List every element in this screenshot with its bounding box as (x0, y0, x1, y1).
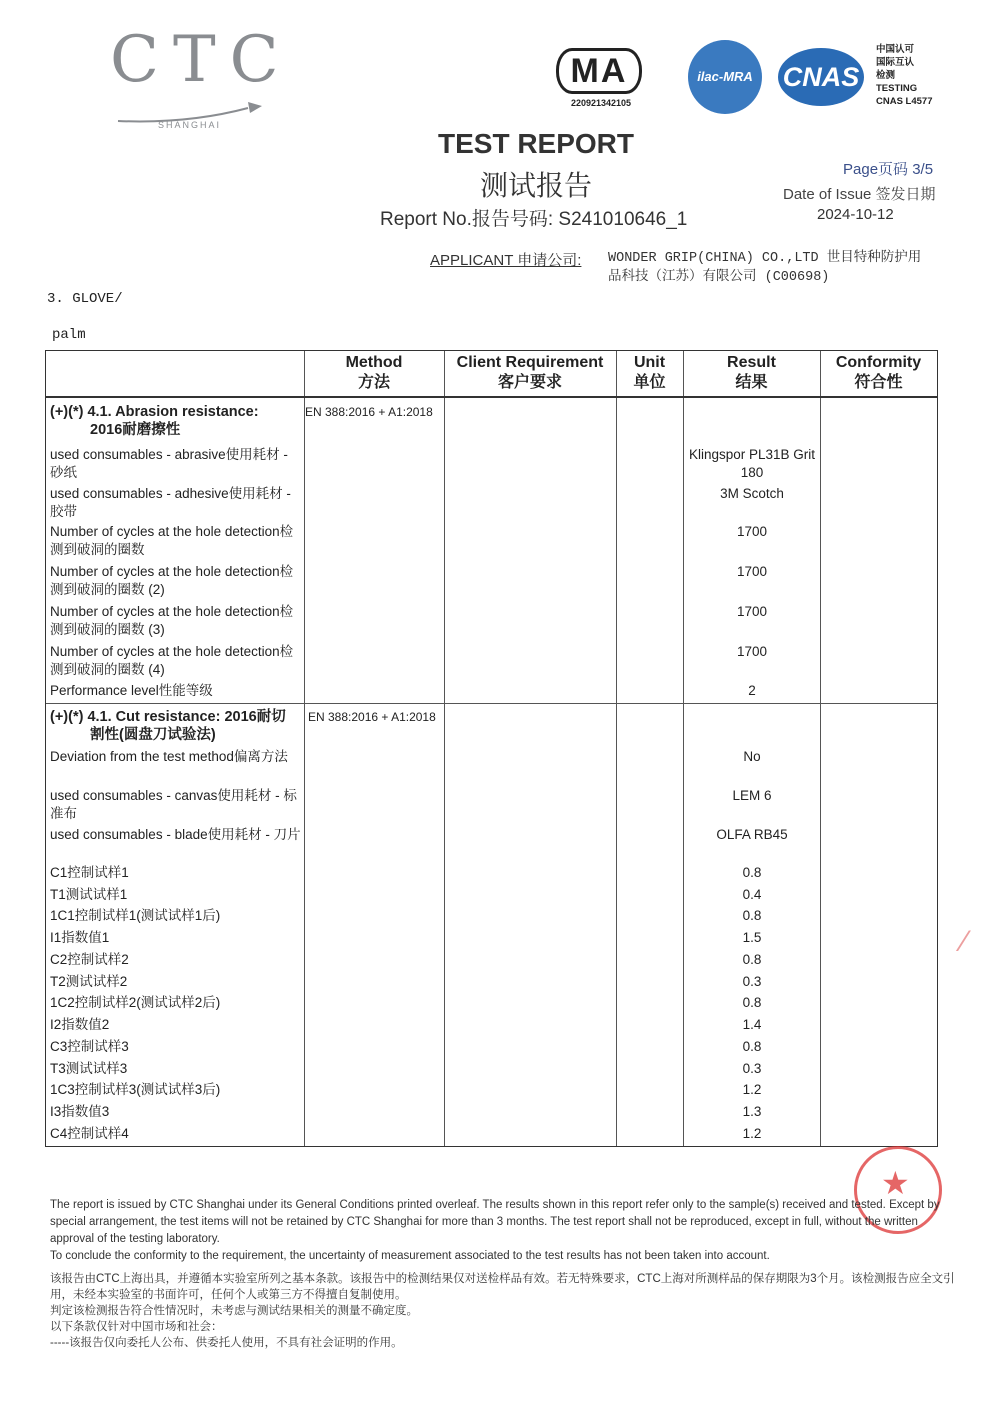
table-row-result: OLFA RB45 (716, 827, 788, 842)
cnas-info-line: 中国认可 (876, 44, 915, 55)
footer-line: 以下条款仅针对中国市场和社会： (50, 1321, 223, 1333)
page-number: Page页码 3/5 (843, 161, 934, 178)
abrasion-title-line: 2016耐磨擦性 (90, 422, 181, 438)
table-row-result: 0.3 (742, 1061, 762, 1076)
table-row-result: 1.2 (742, 1082, 762, 1097)
table-row-result: 0.8 (742, 952, 762, 967)
table-divider (304, 351, 305, 1146)
table-row-label: Performance level性能等级 (50, 683, 213, 698)
header-text: 单位 (633, 374, 666, 391)
cma-logo (556, 48, 646, 116)
header-conformity (820, 353, 937, 393)
table-row-label: 1C3控制试样3(测试试样3后) (50, 1082, 221, 1097)
table-row-label: Deviation from the test method偏离方法 (50, 749, 288, 764)
table-row-label: used consumables - canvas使用耗材 - 标准布 (50, 788, 297, 821)
table-divider (820, 351, 821, 1146)
header-text: Client Requirement (456, 354, 604, 371)
abrasion-method: EN 388:2016 + A1:2018 (305, 405, 433, 419)
footer-line: 该报告由CTC上海出具，并遵循本实验室所列之基本条款。该报告中的检测结果仅对送检样品有效。若无特殊要求，CTC上海对所测样品的保存期限为3个月。该检测报告应全文引用，未经本实验室的书面许可，任何个人或第三方不得擅自复制使用。 (50, 1273, 955, 1301)
table-row-result: 1.3 (742, 1104, 762, 1119)
header-text: Conformity (835, 354, 922, 371)
table-row-result: 1.5 (742, 930, 762, 945)
header-text: 客户要求 (497, 374, 562, 391)
table-row-result: 1.2 (742, 1126, 762, 1141)
cut-title-line: 割性(圆盘刀试验法) (90, 727, 216, 743)
table-row-result: 2 (748, 683, 756, 698)
table-row-result: 1.4 (742, 1017, 762, 1032)
footer-line: The report is issued by CTC Shanghai under its General Conditions printed overleaf. The results shown in this report refer only to the sample(s) received and tested. Except by special arrangement, the test items will not be retained by CTC Shanghai for more than 3 months. The test report shall not be reproduced, except in full, without the written approval of the testing laboratory. (50, 1199, 940, 1245)
cnas-info-line: 检测 (876, 70, 896, 81)
results-table (45, 350, 938, 1147)
report-number: Report No.报告号码: S241010646_1 (380, 209, 688, 230)
report-title-cn: 测试报告 (479, 170, 592, 201)
header-result (683, 353, 820, 393)
table-row-label: I3指数值3 (50, 1104, 110, 1119)
table-row-result: 1700 (736, 524, 768, 539)
issue-date: 2024-10-12 (817, 206, 894, 223)
cma-number: 220921342105 (570, 98, 632, 108)
table-row-label: used consumables - abrasive使用耗材 - 砂纸 (50, 447, 288, 480)
cut-title-line: (+)(*) 4.1. Cut resistance: 2016耐切 (50, 709, 286, 725)
table-row-label: C3控制试样3 (50, 1039, 129, 1054)
cut-method: EN 388:2016 + A1:2018 (308, 710, 436, 724)
footer-disclaimer-en (50, 1197, 955, 1265)
header-text: Method (345, 354, 403, 371)
table-row-result: No (743, 749, 761, 764)
subsection-heading: palm (52, 327, 86, 343)
table-row-result: 1700 (736, 644, 768, 659)
footer-line: -----该报告仅向委托人公布、供委托人使用，不具有社会证明的作用。 (50, 1337, 403, 1349)
table-row-label: Number of cycles at the hole detection检测到破洞的圈数 (2) (50, 564, 294, 597)
cnas-info-line: CNAS L4577 (876, 96, 933, 107)
issue-date-label: Date of Issue 签发日期 (783, 186, 936, 203)
table-row-result: Klingspor PL31B Grit 180 (688, 447, 816, 480)
table-row-label: 1C2控制试样2(测试试样2后) (50, 995, 221, 1010)
header-unit (616, 353, 683, 393)
table-row-result: 0.8 (742, 865, 762, 880)
abrasion-title-line: (+)(*) 4.1. Abrasion resistance: (50, 404, 259, 420)
header-client-requirement (444, 353, 616, 393)
table-row-result: 0.4 (742, 887, 762, 902)
seal-mark-icon: ⁄ (962, 925, 968, 958)
header-text: 符合性 (854, 374, 903, 391)
table-row-label: C4控制试样4 (50, 1126, 129, 1141)
applicant-value: WONDER GRIP(CHINA) CO.,LTD 世目特种防护用品科技（江苏）有限公司 (C00698) (608, 251, 922, 285)
table-row-label: Number of cycles at the hole detection检测到破洞的圈数 (4) (50, 644, 294, 677)
table-row-label: 1C1控制试样1(测试试样1后) (50, 908, 221, 923)
cut-title (50, 708, 312, 744)
table-row-label: C2控制试样2 (50, 952, 129, 967)
table-row-result: LEM 6 (732, 788, 772, 803)
table-divider (46, 396, 937, 398)
table-row-result: 0.8 (742, 908, 762, 923)
header-text: Unit (633, 354, 666, 371)
table-row-label: T2测试试样2 (50, 974, 128, 989)
table-row-result: 1700 (736, 604, 768, 619)
table-row-label: T1测试试样1 (50, 887, 128, 902)
table-row-label: C1控制试样1 (50, 865, 129, 880)
header-text: Result (727, 354, 776, 371)
table-row-result: 0.3 (742, 974, 762, 989)
ctc-logo-sub: SHANGHAI (158, 120, 222, 130)
table-row-label: I1指数值1 (50, 930, 110, 945)
table-row-result: 3M Scotch (720, 486, 784, 501)
star-icon: ★ (881, 1165, 910, 1201)
ilac-mra-logo: ilac-MRA (688, 40, 762, 114)
table-row-label: Number of cycles at the hole detection检测到破洞的圈数 (3) (50, 604, 294, 637)
cnas-info-line: 国际互认 (876, 57, 915, 68)
cnas-logo: CNAS (778, 48, 864, 106)
ctc-logo (108, 23, 293, 133)
table-divider (616, 351, 617, 1146)
footer-line: 判定该检测报告符合性情况时，未考虑与测试结果相关的测量不确定度。 (50, 1305, 418, 1317)
section-heading: 3. GLOVE/ (47, 291, 123, 307)
table-row-result: 0.8 (742, 1039, 762, 1054)
table-row-result: 0.8 (742, 995, 762, 1010)
table-row-label: T3测试试样3 (50, 1061, 128, 1076)
table-row-label: Number of cycles at the hole detection检测到破洞的圈数 (50, 524, 294, 557)
header-text: 结果 (735, 374, 768, 391)
abrasion-title (50, 403, 304, 439)
header-method (304, 353, 444, 393)
cma-logo-text: MA (556, 48, 642, 94)
table-row-label: used consumables - blade使用耗材 - 刀片 (50, 827, 301, 842)
report-title: TEST REPORT (437, 128, 634, 159)
cnas-info-line: TESTING (876, 83, 918, 94)
applicant-label: APPLICANT 申请公司: (430, 252, 582, 269)
table-row-label: I2指数值2 (50, 1017, 110, 1032)
header-text: 方法 (357, 374, 390, 391)
table-row-label: used consumables - adhesive使用耗材 - 胶带 (50, 486, 291, 519)
cnas-info (876, 43, 933, 108)
footer-line: To conclude the conformity to the requirement, the uncertainty of measurement associated to the test results has not been taken into account. (50, 1250, 770, 1262)
footer-disclaimer-cn (50, 1271, 955, 1351)
table-row-result: 1700 (736, 564, 768, 579)
ctc-logo-text: CTC (110, 23, 293, 97)
table-divider (444, 351, 445, 1146)
table-divider (46, 703, 937, 704)
